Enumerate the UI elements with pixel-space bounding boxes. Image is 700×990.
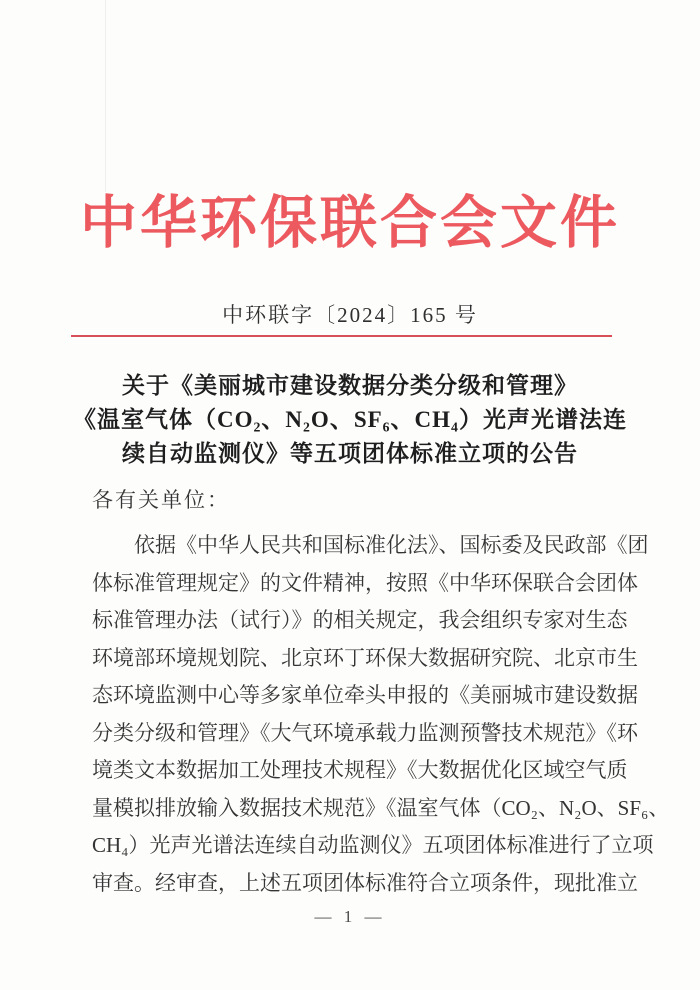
body-text-line: 境类文本数据加工处理技术规程》《大数据优化区域空气质 <box>92 758 628 782</box>
body-text-line: 分类分级和管理》《大气环境承载力监测预警技术规范》《环 <box>92 720 638 745</box>
document-header-title: 中华环保联合会文件 <box>80 192 620 255</box>
announcement-title-line-3: 续自动监测仪》等五项团体标准立项的公告 <box>122 441 578 466</box>
announcement-title <box>0 369 700 471</box>
page-number: — 1 — <box>314 907 386 926</box>
body-text-line: 依据《中华人民共和国标准化法》、国标委及民政部《团 <box>134 533 649 557</box>
announcement-title-line-1: 关于《美丽城市建设数据分类分级和管理》 <box>122 373 578 398</box>
salutation: 各有关单位： <box>92 488 230 512</box>
body-text-line: 审查。经审查，上述五项团体标准符合立项条件，现批准立 <box>92 870 638 895</box>
body-text-line: 量模拟排放输入数据技术规范》《温室气体（CO₂、N₂O、SF₆、 <box>92 795 670 820</box>
body-text-line: 标准管理办法（试行）》的相关规定，我会组织专家对生态 <box>92 608 628 632</box>
body-text-line: CH₄）光声光谱法连续自动监测仪》五项团体标准进行了立项 <box>92 833 654 857</box>
salutation-block <box>92 486 590 514</box>
announcement-title-line-2: 《温室气体（CO₂、N₂O、SF₆、CH₄）光声光谱法连 <box>73 407 627 432</box>
document-number: 中环联字〔2024〕165 号 <box>222 303 478 327</box>
header-red-rule <box>71 335 612 337</box>
document-body-paragraph <box>92 527 670 902</box>
body-text-line: 环境部环境规划院、北京环丁环保大数据研究院、北京市生 <box>92 645 638 670</box>
scan-line-artifact <box>105 0 106 192</box>
body-text-line: 态环境监测中心等多家单位牵头申报的《美丽城市建设数据 <box>92 683 638 707</box>
body-text-line: 体标准管理规定》的文件精神，按照《中华环保联合会团体 <box>92 570 638 595</box>
